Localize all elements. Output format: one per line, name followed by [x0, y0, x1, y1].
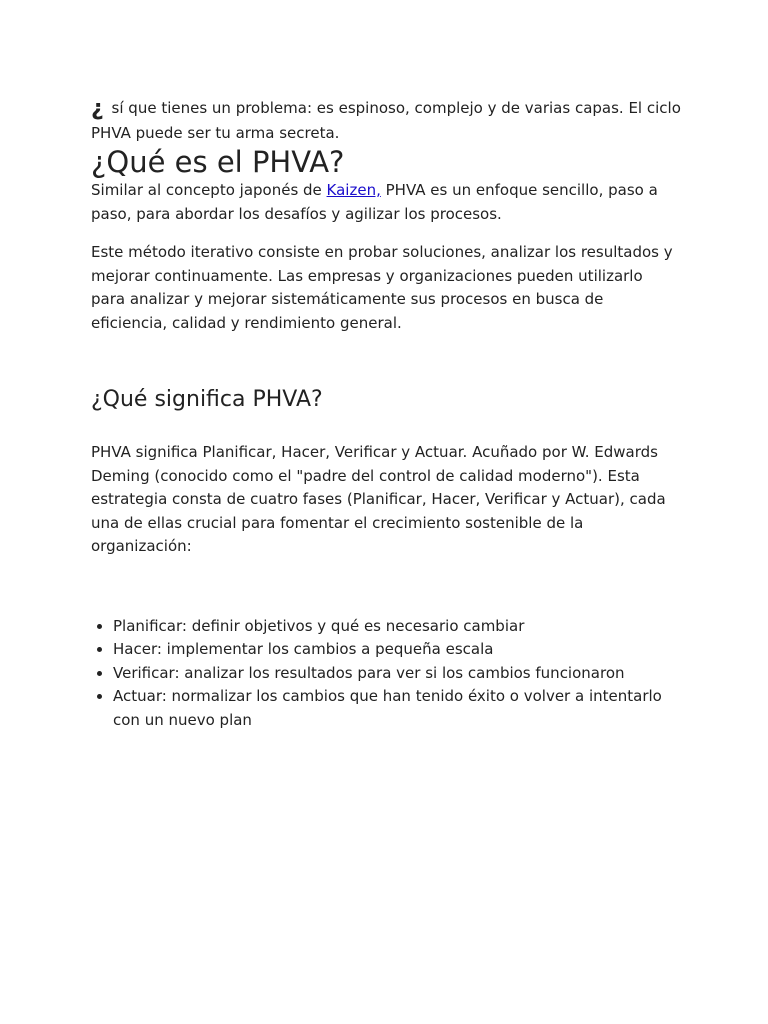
- section-title-que-es: ¿Qué es el PHVA?: [91, 145, 345, 179]
- phases-list: [91, 615, 681, 733]
- paragraph-kaizen: [91, 179, 681, 226]
- intro-text: sí que tienes un problema: es espinoso, complejo y de varias capas. El ciclo PHVA puede ser tu arma secreta.: [91, 99, 681, 142]
- list-item: • Planificar: definir objetivos y qué es necesario cambiar: [113, 615, 681, 639]
- list-item: • Hacer: implementar los cambios a pequeña escala: [113, 638, 681, 662]
- kaizen-link[interactable]: Kaizen,: [326, 181, 381, 199]
- paragraph-significado: PHVA significa Planificar, Hacer, Verificar y Actuar. Acuñado por W. Edwards Deming (conocido como el "padre del control de calidad moderno"). Esta estrategia consta de cuatro fases (Planificar, Hacer, Verificar y Actuar), cada una de ellas crucial para fomentar el crecimiento sostenible de la organización:: [91, 443, 666, 555]
- intro-paragraph: [91, 96, 681, 145]
- inverted-question-mark: ¿: [91, 96, 104, 121]
- list-item: • Verificar: analizar los resultados para ver si los cambios funcionaron: [113, 662, 681, 686]
- paragraph-kaizen-end: PHVA es un enfoque sencillo, paso a paso, para abordar los desafíos y agilizar los procesos.: [91, 181, 658, 223]
- section-title-que-significa: ¿Qué significa PHVA?: [91, 387, 323, 412]
- paragraph-metodo: Este método iterativo consiste en probar soluciones, analizar los resultados y mejorar continuamente. Las empresas y organizaciones pueden utilizarlo para analizar y mejorar sistemáticamente sus procesos en busca de eficiencia, calidad y rendimiento general.: [91, 243, 673, 332]
- paragraph-kaizen-start: Similar al concepto japonés de: [91, 181, 327, 199]
- list-item: • Actuar: normalizar los cambios que han tenido éxito o volver a intentarlo con un nuevo plan: [113, 685, 681, 732]
- document-page: [91, 96, 681, 732]
